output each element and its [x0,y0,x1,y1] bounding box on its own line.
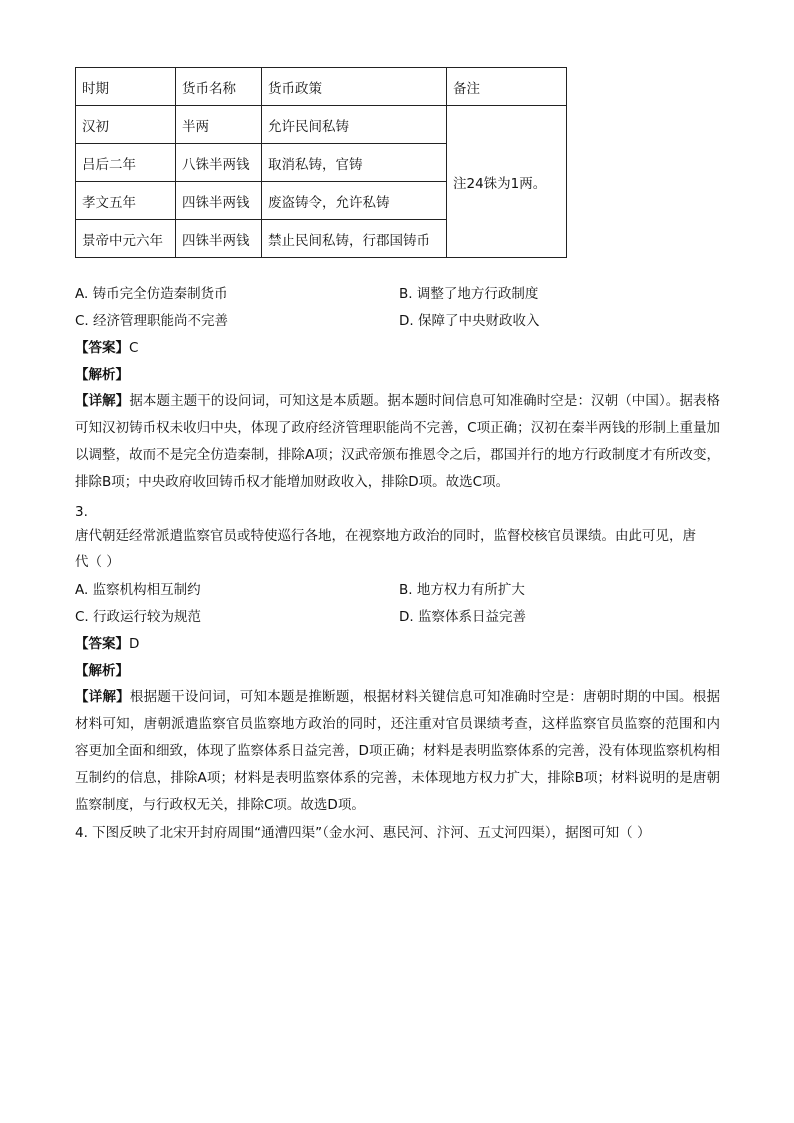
q2-option-d: D. 保障了中央财政收入 [399,313,540,329]
table-header-cell: 货币名称 [176,68,262,106]
table-cell: 废盗铸令，允许私铸 [262,182,447,220]
q3-stem-line1: 唐代朝廷经常派遣监察官员或特使巡行各地，在视察地方政治的同时，监督校核官员课绩。由此可见，唐 [75,528,696,544]
q3-analysis-label: 【解析】 [75,663,129,679]
table-row [76,106,567,144]
table-cell: 半两 [176,106,262,144]
table-cell: 景帝中元六年 [76,220,176,258]
detail-tag: 【详解】 [75,689,130,705]
table-cell: 四铢半两钱 [176,182,262,220]
table-header-row [76,68,567,106]
answer-tag: 【答案】 [75,340,129,356]
table-header-cell: 时期 [76,68,176,106]
answer-value: C [129,340,139,356]
q3-stem-line2: 代（ ） [75,554,120,570]
q3-detail [75,684,720,819]
table-cell: 禁止民间私铸，行郡国铸币 [262,220,447,258]
q2-option-b: B. 调整了地方行政制度 [399,286,539,302]
detail-tag: 【详解】 [75,393,130,409]
table-cell: 八铢半两钱 [176,144,262,182]
q2-option-a: A. 铸币完全仿造秦制货币 [75,286,228,302]
q2-detail [75,388,720,496]
q3-option-c: C. 行政运行较为规范 [75,609,202,625]
table-note-cell: 注24铢为1两。 [447,106,567,258]
table-header-cell: 货币政策 [262,68,447,106]
table-cell: 取消私铸，官铸 [262,144,447,182]
table-cell: 汉初 [76,106,176,144]
q4-stem: 4. 下图反映了北宋开封府周围“通漕四渠”（金水河、惠民河、汴河、五丈河四渠），据图可知（ ） [75,825,651,841]
answer-tag: 【答案】 [75,636,129,652]
q3-option-d: D. 监察体系日益完善 [399,609,526,625]
q3-number: 3. [75,504,88,520]
q2-answer [75,338,138,358]
q3-option-a: A. 监察机构相互制约 [75,582,201,598]
q2-option-c: C. 经济管理职能尚不完善 [75,313,229,329]
currency-policy-table [75,67,567,258]
table-cell: 四铢半两钱 [176,220,262,258]
q3-option-b: B. 地方权力有所扩大 [399,582,525,598]
q2-analysis-label: 【解析】 [75,367,129,383]
detail-text: 据本题主题干的设问词，可知这是本质题。据本题时间信息可知准确时空是：汉朝（中国）。据表格可知汉初铸币权未收归中央，体现了政府经济管理职能尚不完善，C项正确；汉初在秦半两钱的形制上重量加以调整，故而不是完全仿造秦制，排除A项；汉武帝颁布推恩令之后，郡国并行的地方行政制度才有所改变，排除B项；中央政府收回铸币权才能增加财政收入，排除D项。故选C项。 [75,393,721,490]
table-cell: 允许民间私铸 [262,106,447,144]
q3-answer [75,634,139,654]
table-cell: 孝文五年 [76,182,176,220]
detail-text: 根据题干设问词，可知本题是推断题，根据材料关键信息可知准确时空是：唐朝时期的中国。根据材料可知，唐朝派遣监察官员监察地方政治的同时，还注重对官员课绩考查，这样监察官员监察的范围和内容更加全面和细致，体现了监察体系日益完善，D项正确；材料是表明监察体系的完善，没有体现监察机构相互制约的信息，排除A项；材料是表明监察体系的完善，未体现地方权力扩大，排除B项；材料说明的是唐朝监察制度，与行政权无关，排除C项。故选D项。 [75,689,721,813]
table-cell: 吕后二年 [76,144,176,182]
table-header-cell: 备注 [447,68,567,106]
answer-value: D [129,636,140,652]
